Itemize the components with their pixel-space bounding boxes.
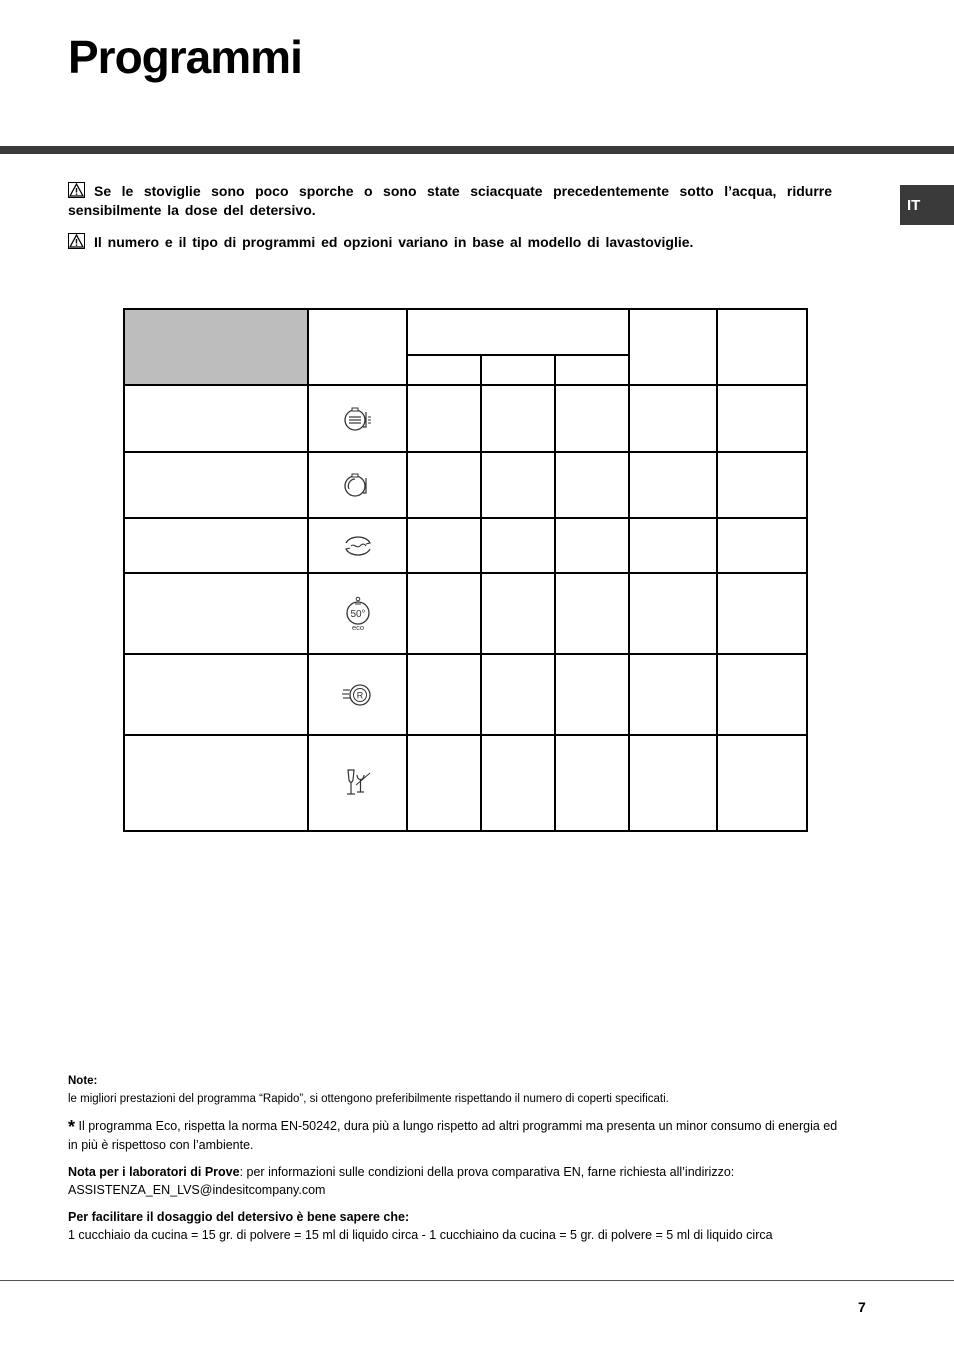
data-cell bbox=[555, 385, 629, 452]
table-row bbox=[124, 518, 807, 573]
header-program-cell bbox=[124, 309, 308, 385]
delicate-glasses-icon bbox=[342, 767, 374, 799]
program-icon-cell bbox=[308, 452, 407, 518]
eco-note: Il programma Eco, rispetta la norma EN-50242, dura più a lungo rispetto ad altri programmi ma presenta un minor consumo di energia ed in più è rispettoso con l’ambiente. bbox=[68, 1119, 838, 1152]
data-cell bbox=[407, 518, 481, 573]
header-cell bbox=[717, 309, 807, 385]
labs-note-label: Nota per i laboratori di Prove bbox=[68, 1165, 240, 1179]
data-cell bbox=[407, 573, 481, 654]
eco-50-icon bbox=[343, 596, 373, 632]
data-cell bbox=[481, 654, 555, 735]
normal-wash-icon bbox=[341, 470, 375, 500]
program-name-cell bbox=[124, 518, 308, 573]
data-cell bbox=[481, 518, 555, 573]
data-cell bbox=[629, 735, 717, 831]
rapid-note: le migliori prestazioni del programma “Rapido”, si ottengono preferibilmente rispettando il numero di coperti specificati. bbox=[68, 1093, 669, 1105]
programs-table bbox=[123, 308, 808, 832]
header-rule bbox=[0, 146, 954, 154]
header-subcell bbox=[407, 355, 481, 385]
data-cell bbox=[629, 573, 717, 654]
notes-section bbox=[68, 1072, 848, 1253]
program-name-cell bbox=[124, 452, 308, 518]
data-cell bbox=[717, 452, 807, 518]
data-cell bbox=[555, 452, 629, 518]
program-name-cell bbox=[124, 385, 308, 452]
program-icon-cell bbox=[308, 654, 407, 735]
data-cell bbox=[629, 385, 717, 452]
warning-paragraph-1 bbox=[68, 182, 832, 220]
program-icon-cell bbox=[308, 518, 407, 573]
data-cell bbox=[555, 518, 629, 573]
program-icon-cell bbox=[308, 573, 407, 654]
table-row bbox=[124, 452, 807, 518]
program-name-cell bbox=[124, 573, 308, 654]
data-cell bbox=[407, 385, 481, 452]
footer-rule bbox=[0, 1280, 954, 1281]
data-cell bbox=[629, 654, 717, 735]
data-cell bbox=[407, 654, 481, 735]
data-cell bbox=[555, 654, 629, 735]
data-cell bbox=[481, 573, 555, 654]
data-cell bbox=[481, 385, 555, 452]
eco-label: eco bbox=[351, 622, 364, 632]
data-cell bbox=[717, 573, 807, 654]
notes-heading: Note: bbox=[68, 1075, 98, 1087]
intensive-wash-icon bbox=[341, 404, 375, 434]
data-cell bbox=[717, 654, 807, 735]
warning-icon bbox=[68, 233, 85, 249]
rapid-wash-icon bbox=[341, 681, 375, 709]
table-row bbox=[124, 573, 807, 654]
language-tab: IT bbox=[900, 185, 954, 225]
data-cell bbox=[481, 452, 555, 518]
program-icon-cell bbox=[308, 385, 407, 452]
data-cell bbox=[555, 573, 629, 654]
page-number: 7 bbox=[858, 1299, 866, 1315]
table-row bbox=[124, 654, 807, 735]
program-icon-cell bbox=[308, 735, 407, 831]
header-subcell bbox=[555, 355, 629, 385]
data-cell bbox=[481, 735, 555, 831]
data-cell bbox=[555, 735, 629, 831]
dosage-text: 1 cucchiaio da cucina = 15 gr. di polvere = 15 ml di liquido circa - 1 cucchiaino da cucina = 5 gr. di polvere = 5 ml di liquido circa bbox=[68, 1228, 773, 1242]
program-name-cell bbox=[124, 735, 308, 831]
table-row bbox=[124, 735, 807, 831]
rapid-label: R bbox=[356, 690, 363, 700]
eco-temperature-label: 50° bbox=[349, 608, 366, 620]
asterisk: * bbox=[68, 1117, 76, 1137]
data-cell bbox=[717, 385, 807, 452]
data-cell bbox=[407, 735, 481, 831]
labs-note-text: : per informazioni sulle condizioni della prova comparativa EN, farne richiesta all’indirizzo: ASSISTENZA_EN_LVS@indesitcompany.com bbox=[68, 1165, 735, 1197]
soak-prewash-icon bbox=[340, 533, 376, 559]
warning-paragraph-2 bbox=[68, 233, 832, 252]
header-group-cell bbox=[407, 309, 629, 355]
dosage-heading: Per facilitare il dosaggio del detersivo è bene sapere che: bbox=[68, 1210, 410, 1224]
header-cell bbox=[629, 309, 717, 385]
warning-text-2: Il numero e il tipo di programmi ed opzioni variano in base al modello di lavastoviglie. bbox=[94, 234, 694, 250]
data-cell bbox=[629, 518, 717, 573]
page-title: Programmi bbox=[68, 31, 302, 83]
header-subcell bbox=[481, 355, 555, 385]
header-icon-cell bbox=[308, 309, 407, 385]
data-cell bbox=[717, 735, 807, 831]
data-cell bbox=[407, 452, 481, 518]
data-cell bbox=[629, 452, 717, 518]
table-row bbox=[124, 385, 807, 452]
warning-text-1: Se le stoviglie sono poco sporche o sono state sciacquate precedentemente sotto l’acqua, ridurre sensibilmente la dose del detersivo. bbox=[68, 183, 832, 218]
warning-icon bbox=[68, 182, 85, 198]
program-name-cell bbox=[124, 654, 308, 735]
data-cell bbox=[717, 518, 807, 573]
